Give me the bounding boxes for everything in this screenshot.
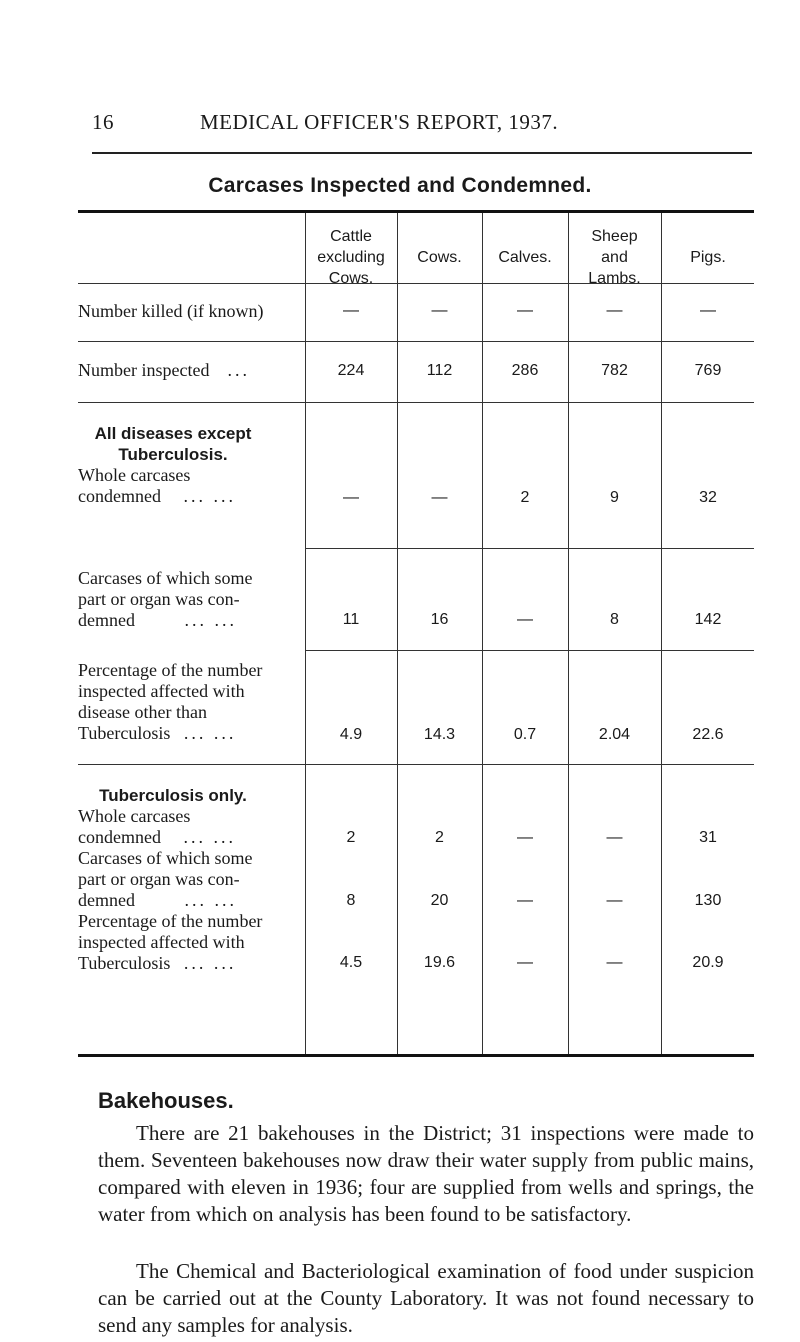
table-cell: 130	[694, 892, 722, 909]
table-cell: 31	[699, 829, 717, 846]
table-cell: —	[431, 489, 448, 506]
table-cell: 8	[346, 892, 356, 909]
table-bottom-rule	[78, 1054, 754, 1057]
row-label-percentage-disease: Percentage of the number inspected affected with disease other than Tuberculosis ... ...	[78, 660, 263, 743]
table-cell: —	[517, 954, 533, 971]
column-divider	[397, 213, 398, 1054]
row-divider	[78, 764, 754, 765]
table-cell: 11	[342, 611, 360, 628]
row-label-all-diseases-whole: All diseases except Tuberculosis. Whole carcases condemned ... ...	[78, 423, 298, 507]
table-cell: 782	[601, 362, 628, 379]
table-cell: —	[343, 302, 359, 319]
column-divider	[568, 213, 569, 1054]
table-cell: 142	[694, 611, 722, 628]
table-cell: 112	[426, 362, 453, 379]
table-cell: 2.04	[598, 726, 631, 743]
row-divider	[78, 402, 754, 403]
table-cell: 4.5	[339, 954, 363, 971]
table-cell: —	[517, 829, 533, 846]
table-cell: 2	[520, 489, 530, 506]
column-header-cows: Cows.	[417, 249, 462, 266]
table-cell: 22.6	[692, 726, 724, 743]
row-divider	[305, 650, 754, 651]
running-head: MEDICAL OFFICER'S REPORT, 1937.	[200, 110, 559, 134]
table-cell: 286	[511, 362, 539, 379]
column-header-pigs: Pigs.	[690, 249, 726, 266]
column-header-calves: Calves.	[498, 249, 552, 266]
table-cell: —	[700, 302, 716, 319]
table-title: Carcases Inspected and Condemned.	[208, 174, 592, 197]
table-cell: —	[431, 302, 448, 319]
column-header-sheep: Sheep and Lambs.	[588, 228, 641, 287]
table-cell: 0.7	[513, 726, 537, 743]
table-cell: 16	[430, 611, 449, 628]
row-label-tb-part: Carcases of which some part or organ was con- demned ... ...	[78, 848, 253, 910]
column-divider	[482, 213, 483, 1054]
table-cell: 8	[610, 611, 619, 628]
table-cell: 9	[610, 489, 619, 506]
table-cell: —	[606, 302, 623, 319]
table-cell: —	[517, 302, 533, 319]
column-header-cattle: Cattle excluding Cows.	[317, 228, 385, 287]
bakehouses-paragraph-1: There are 21 bakehouses in the District; 31 inspections were made to them. Seventeen bakehouses now draw their water supply from public mains, compared with eleven in 1936; four are supplied from wells and springs, the water from which on analysis has been found to be satisfactory.	[98, 1121, 754, 1226]
table-cell: 4.9	[339, 726, 363, 743]
row-divider	[78, 341, 754, 342]
section-heading-tuberculosis: Tuberculosis only.	[99, 786, 247, 805]
table-cell: —	[517, 892, 533, 909]
table-cell: 224	[337, 362, 365, 379]
table-cell: 14.3	[423, 726, 456, 743]
bakehouses-paragraph-2: The Chemical and Bacteriological examination of food under suspicion can be carried out at the County Laboratory. It was not found necessary to send any samples for analysis.	[98, 1259, 754, 1337]
row-label-tb-whole: Tuberculosis only. Whole carcases condemned ... ...	[78, 785, 298, 848]
table-cell: —	[517, 611, 533, 628]
table-cell: —	[606, 892, 623, 909]
section-heading-bakehouses: Bakehouses.	[98, 1088, 234, 1113]
table-cell: —	[606, 829, 623, 846]
row-label-number-killed: Number killed (if known)	[78, 301, 264, 321]
column-divider	[305, 213, 306, 1054]
column-divider	[661, 213, 662, 1054]
header-rule	[92, 152, 752, 154]
table-cell: 2	[346, 829, 356, 846]
table-cell: 19.6	[423, 954, 456, 971]
row-label-tb-percentage: Percentage of the number inspected affected with Tuberculosis ... ...	[78, 911, 263, 973]
table-cell: 20	[430, 892, 449, 909]
page-header	[92, 110, 752, 140]
table-cell: 20.9	[692, 954, 724, 971]
page-number: 16	[92, 110, 114, 134]
table-cell: 2	[435, 829, 444, 846]
row-label-part-condemned: Carcases of which some part or organ was con- demned ... ...	[78, 568, 253, 630]
row-divider	[305, 548, 754, 549]
table-cell: —	[343, 489, 359, 506]
table-cell: —	[606, 954, 623, 971]
section-heading-all-diseases: All diseases except	[94, 424, 252, 443]
table-cell: 769	[694, 362, 722, 379]
table-top-rule	[78, 210, 754, 213]
row-label-number-inspected: Number inspected ...	[78, 360, 250, 380]
table-cell: 32	[699, 489, 717, 506]
